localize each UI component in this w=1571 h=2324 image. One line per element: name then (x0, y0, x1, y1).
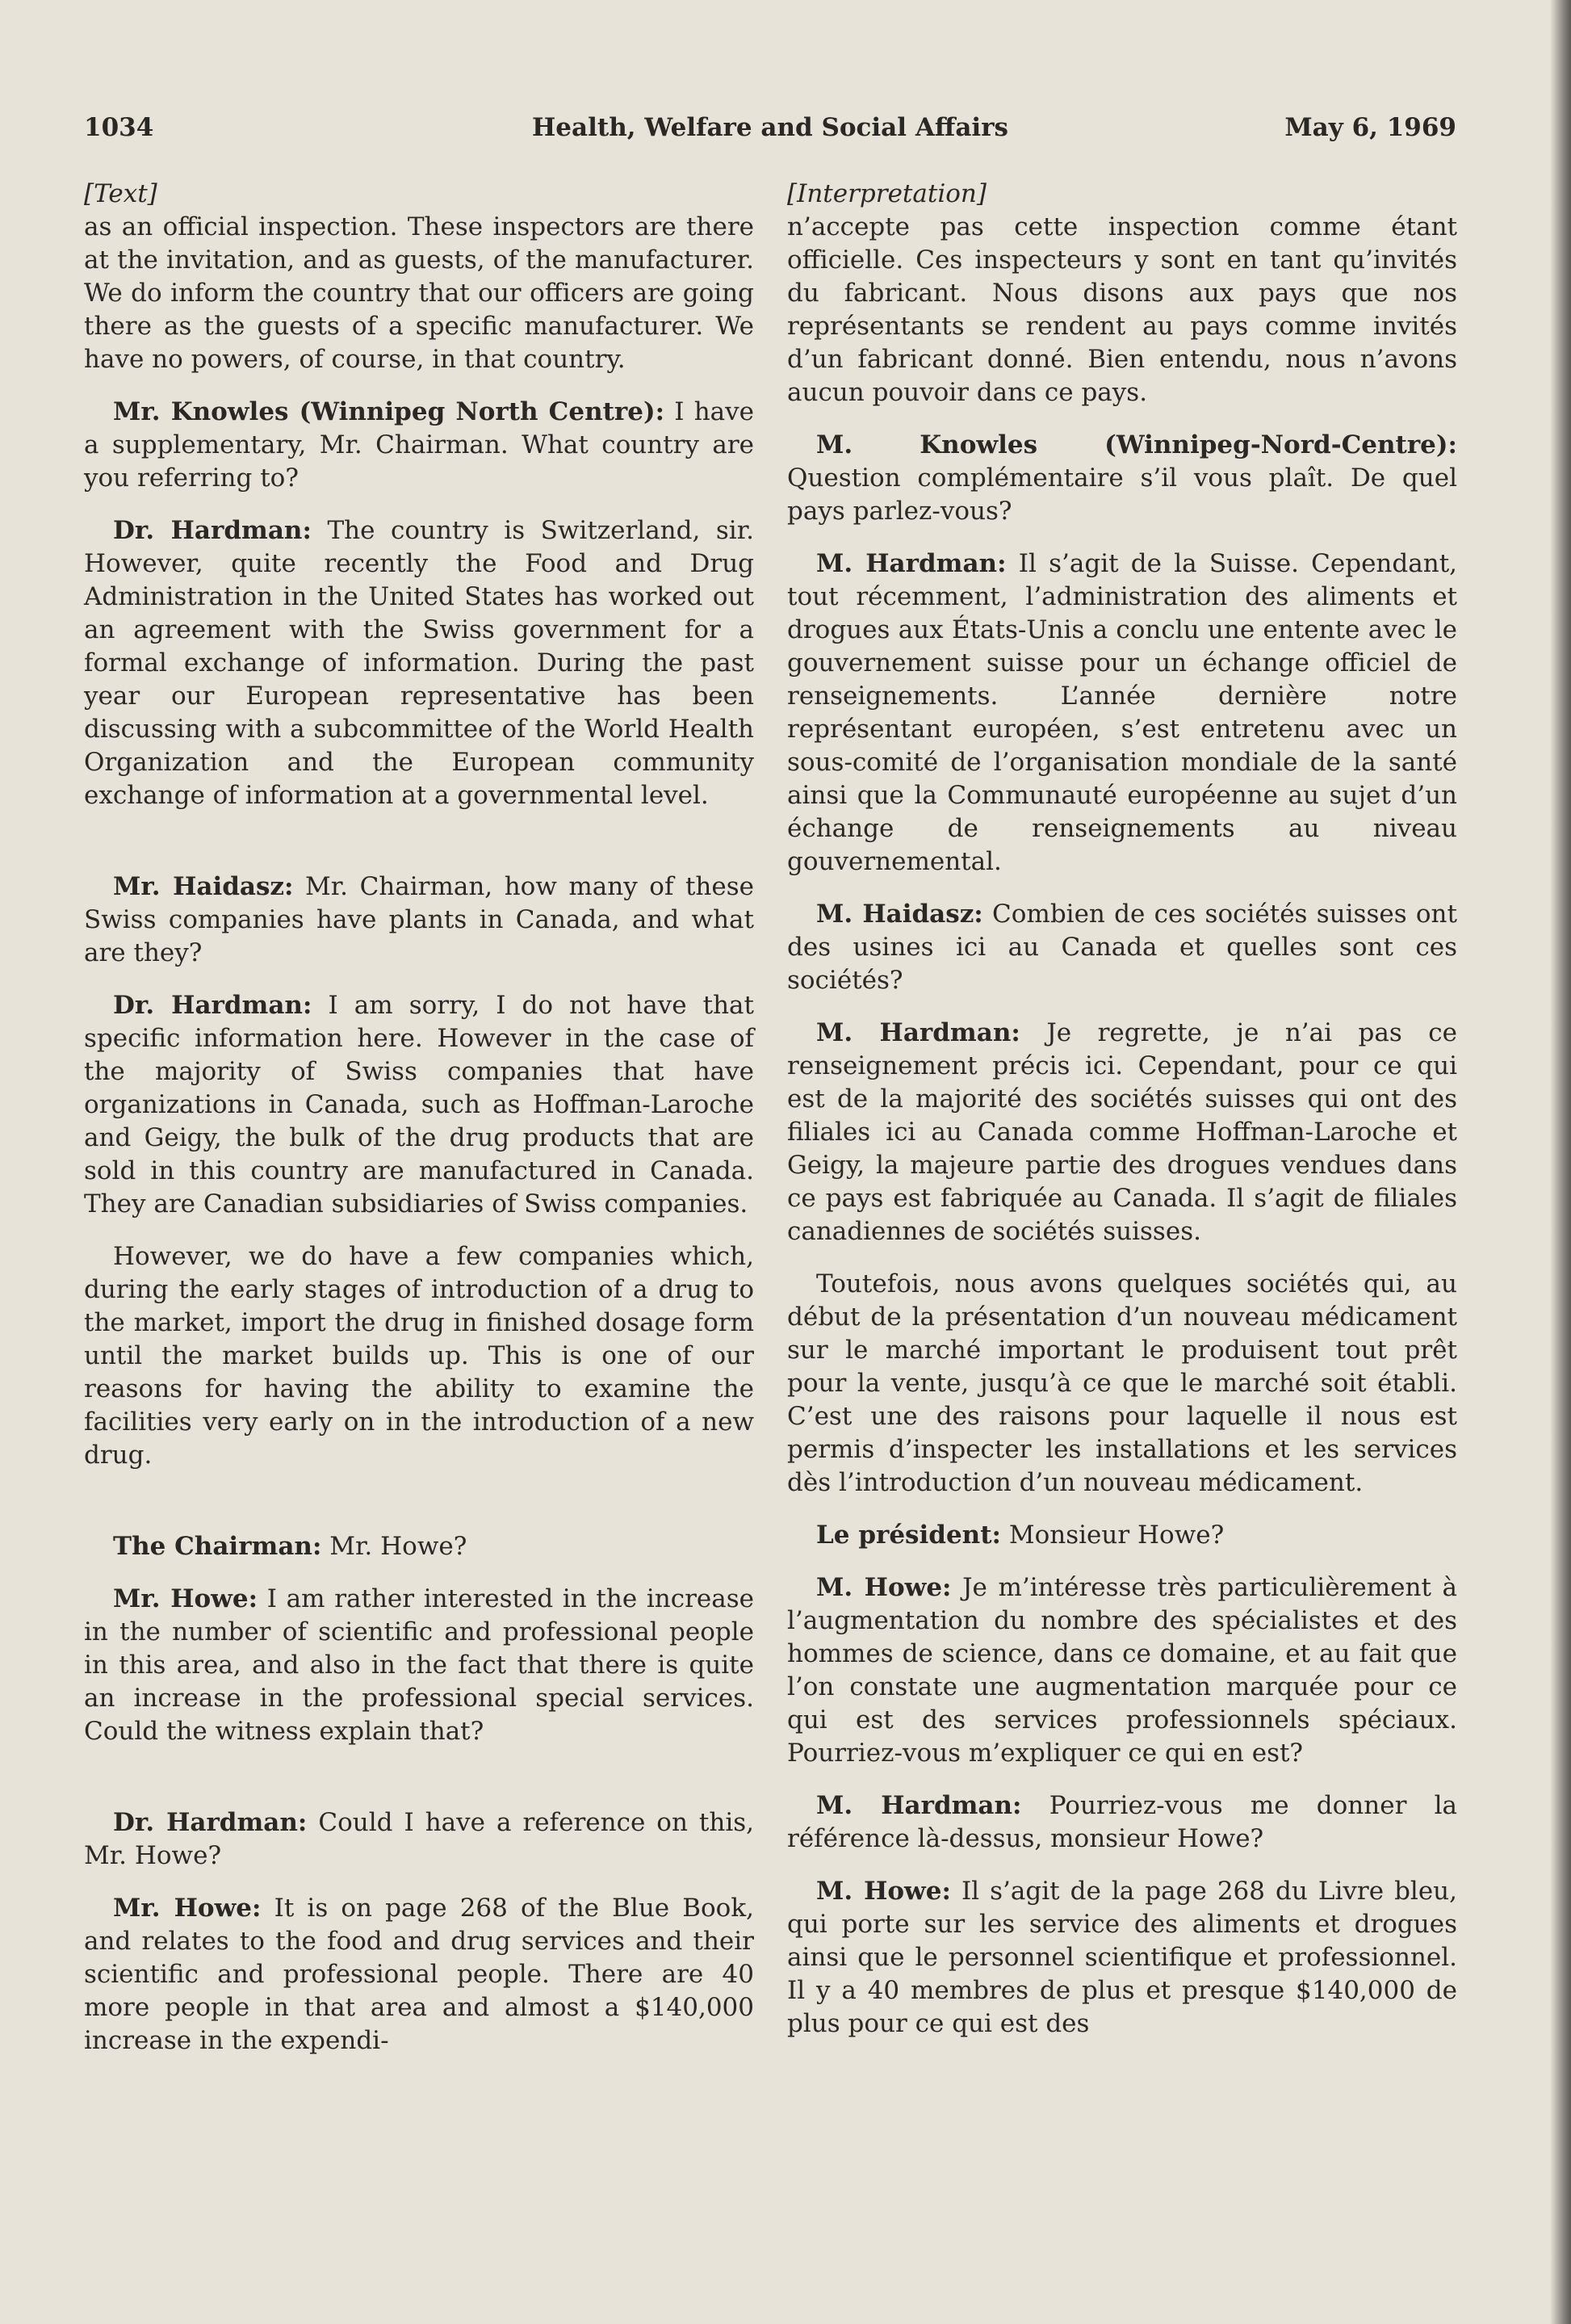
speaker-name: M. Howe: (816, 1877, 951, 1906)
speaker-name: Mr. Knowles (Winnipeg North Centre): (113, 397, 665, 426)
french-column (787, 178, 1457, 2041)
speaker-name: Mr. Howe: (113, 1894, 262, 1923)
paragraph (84, 211, 754, 376)
paragraph (787, 1017, 1457, 1248)
paragraph-text: Monsieur Howe? (1000, 1521, 1225, 1550)
paragraph (787, 1268, 1457, 1500)
paragraph (84, 1892, 754, 2058)
paragraph-text: Mr. Howe? (321, 1532, 467, 1561)
issue-date: May 6, 1969 (1284, 113, 1456, 142)
paragraph (84, 514, 754, 812)
english-body (84, 211, 754, 2058)
paragraph-text: n’accepte pas cette inspection comme étant officielle. Ces inspecteurs y sont en tant qu’invités du fabricant. Nous disons aux pays que nos représentants se rendent au pays comme invités d’un fabricant donné. Bien entendu, nous n’avons aucun pouvoir dans ce pays. (787, 212, 1457, 407)
paragraph-text: The country is Switzerland, sir. However, quite recently the Food and Drug Administration in the United States has worked out an agreement with the Swiss government for a formal exchange of information. During the past year our European representative has been discussing with a subcommittee of the World Health Organization and the European community exchange of information at a governmental level. (84, 516, 754, 810)
paragraph-text: Toutefois, nous avons quelques sociétés qui, au début de la présentation d’un nouveau médicament sur le marché important le produisent tout prêt pour la vente, jusqu’à ce que le marché soit établi. C’est une des raisons pour laquelle il nous est permis d’inspecter les installations et les services dès l’introduction d’un nouveau médicament. (787, 1269, 1457, 1497)
speaker-name: M. Howe: (816, 1573, 952, 1602)
paragraph-text: It is on page 268 of the Blue Book, and relates to the food and drug services and their scientific and professional people. There are 40 more people in that area and almost a $140,000 increase in the expendi- (84, 1894, 754, 2055)
paragraph (84, 396, 754, 495)
speaker-name: Dr. Hardman: (113, 991, 312, 1020)
speaker-name: Mr. Haidasz: (113, 872, 294, 901)
paragraph (787, 429, 1457, 528)
paragraph-text: Mr. Chairman, how many of these Swiss companies have plants in Canada, and what are they? (84, 872, 754, 967)
speaker-name: M. Hardman: (816, 1791, 1022, 1820)
french-body (787, 211, 1457, 2041)
paragraph-text: I am rather interested in the increase in the number of scientific and professional people in this area, and also in the fact that there is quite an increase in the professional special services. Could the witness explain that? (84, 1584, 754, 1746)
speaker-name: Dr. Hardman: (113, 1808, 308, 1837)
paragraph-text: I have a supplementary, Mr. Chairman. What country are you referring to? (84, 397, 755, 493)
paragraph (84, 989, 754, 1221)
speaker-name: M. Hardman: (816, 1018, 1020, 1047)
column-label-text: [Text] (84, 179, 157, 208)
paragraph (84, 1530, 754, 1563)
paragraph-text: Je regrette, je n’ai pas ce renseignement précis ici. Cependant, pour ce qui est de la majorité des sociétés suisses qui ont des filiales ici au Canada comme Hoffman-Laroche et Geigy, la majeure partie des drogues vendues dans ce pays est fabriquée au Canada. Il s’agit de filiales canadiennes de sociétés suisses. (787, 1018, 1457, 1246)
speaker-name: Le président: (816, 1521, 1001, 1550)
paragraph (787, 1571, 1457, 1770)
paragraph (787, 211, 1457, 409)
paragraph (787, 1519, 1457, 1552)
paragraph-text: However, we do have a few companies which, during the early stages of introduction of a drug to the market, import the drug in finished dosage form until the market builds up. This is one of our reasons for having the ability to examine the facilities very early on in the introduction of a new drug. (84, 1242, 754, 1470)
paragraph (84, 1806, 754, 1873)
section-title: Health, Welfare and Social Affairs (532, 113, 1008, 142)
running-head (84, 113, 1456, 149)
speaker-name: Mr. Howe: (113, 1584, 258, 1613)
paragraph-text: Combien de ces sociétés suisses ont des usines ici au Canada et quelles sont ces sociétés? (787, 900, 1457, 995)
paragraph (787, 898, 1457, 997)
speaker-name: M. Knowles (Winnipeg-Nord-Centre): (816, 430, 1457, 459)
speaker-name: M. Hardman: (816, 549, 1007, 578)
paragraph-text: Il s’agit de la Suisse. Cependant, tout récemment, l’administration des aliments et drogues aux États-Unis a conclu une entente avec le gouvernement suisse pour un échange officiel de renseignements. L’année dernière notre représentant européen, s’est entretenu avec un sous-comité de l’organisation mondiale de la santé ainsi que la Communauté européenne au sujet d’un échange de renseignements au niveau gouvernemental. (787, 549, 1458, 876)
page-number: 1034 (84, 113, 154, 142)
paragraph (84, 870, 754, 970)
paragraph-text: Could I have a reference on this, Mr. Howe? (84, 1808, 754, 1870)
paragraph-text: Il s’agit de la page 268 du Livre bleu, qui porte sur les service des aliments et drogues ainsi que le personnel scientifique et professionnel. Il y a 40 membres de plus et presque $140,000 de plus pour ce qui est des (787, 1877, 1458, 2038)
paragraph-text: Question complémentaire s’il vous plaît. De quel pays parlez-vous? (787, 464, 1457, 526)
paragraph (787, 547, 1457, 879)
paragraph-text: as an official inspection. These inspectors are there at the invitation, and as guests, of the manufacturer. We do inform the country that our officers are going there as the guests of a specific manufacturer. We have no powers, of course, in that country. (84, 212, 754, 374)
page-binding-edge (1550, 0, 1571, 2324)
paragraph (84, 1240, 754, 1472)
paragraph (84, 1583, 754, 1748)
paragraph-text: I am sorry, I do not have that specific information here. However in the case of the majority of Swiss companies that have organizations in Canada, such as Hoffman-Laroche and Geigy, the bulk of the drug products that are sold in this country are manufactured in Canada. They are Canadian subsidiaries of Swiss companies. (84, 991, 754, 1219)
column-label-interpretation: [Interpretation] (787, 179, 987, 208)
paragraph-text: Pourriez-vous me donner la référence là-dessus, monsieur Howe? (787, 1791, 1457, 1853)
english-column (84, 178, 754, 2058)
paragraph (787, 1789, 1457, 1856)
paragraph-text: Je m’intéresse très particulièrement à l’augmentation du nombre des spécialistes et des hommes de science, dans ce domaine, et au fait que l’on constate une augmentation marquée pour ce qui est des services professionnels spéciaux. Pourriez-vous m’expliquer ce qui en est? (787, 1573, 1458, 1768)
speaker-name: The Chairman: (113, 1532, 322, 1561)
paragraph (787, 1875, 1457, 2041)
speaker-name: Dr. Hardman: (113, 516, 312, 545)
speaker-name: M. Haidasz: (816, 900, 983, 929)
